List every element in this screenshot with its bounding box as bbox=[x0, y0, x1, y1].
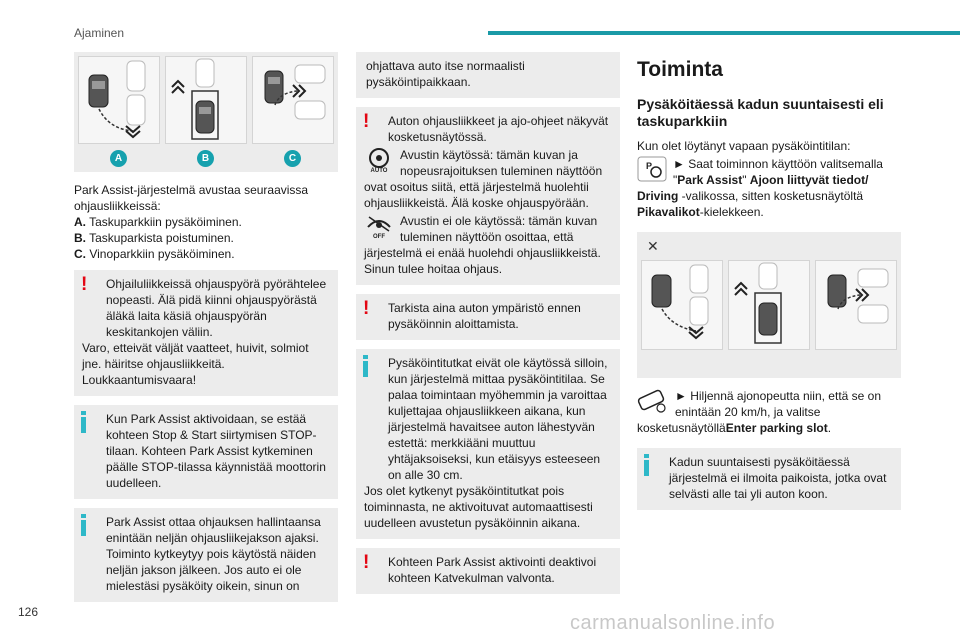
step-bold: Ajoon liittyvät tiedot/ Driving bbox=[637, 173, 869, 203]
steering-wheel-auto-icon bbox=[364, 147, 394, 173]
warning-box bbox=[356, 294, 620, 340]
figure-label-c: C bbox=[284, 150, 301, 167]
list-letter: C. bbox=[74, 247, 86, 261]
angle-parking-illustration bbox=[253, 57, 333, 143]
screen-panel-b bbox=[728, 260, 810, 350]
intro-text: Park Assist-järjestelmä avustaa seuraavissa ohjausliikkeissä: bbox=[74, 183, 309, 213]
info-box-continued bbox=[356, 52, 620, 98]
park-assist-icon bbox=[637, 156, 667, 182]
step-1 bbox=[637, 156, 901, 220]
list-text: Vinoparkkiin pysäköiminen. bbox=[89, 247, 235, 261]
angle-parking-illustration bbox=[816, 261, 896, 349]
section-title: Toiminta bbox=[637, 58, 723, 81]
exclamation-icon: ! bbox=[363, 298, 370, 319]
screen-panel-a bbox=[641, 260, 723, 350]
running-header: Ajaminen bbox=[74, 26, 125, 40]
figure-label-a: A bbox=[110, 150, 127, 167]
step-text: " bbox=[742, 173, 750, 187]
warning-box bbox=[356, 107, 620, 285]
step-text: . bbox=[827, 421, 832, 435]
auto-description: Avustin käytössä: tämän kuvan ja nopeusrajoituksen tuleminen näyttöön ovat osoitus siitä, että järjestelmä huolehtii ohjausliikkeistä. Älä koske ohjauspyörään. bbox=[364, 148, 603, 210]
svg-text:P: P bbox=[646, 161, 653, 171]
column-2 bbox=[356, 52, 620, 603]
list-letter: A. bbox=[74, 215, 86, 229]
figure-panel-a bbox=[78, 56, 160, 144]
step-bold: Park Assist bbox=[677, 173, 743, 187]
info-icon bbox=[363, 355, 369, 377]
warning-text: Ohjailuliikkeissä ohjauspyörä pyörähtelee nopeasti. Älä pidä kiinni ohjauspyörästä äläkä laita käsiä ohjauspyörän keskitankojen väliin. bbox=[106, 277, 327, 339]
park-assist-figure bbox=[74, 52, 338, 172]
warning-text: Tarkista aina auton ympäristö ennen pysäköinnin aloittamista. bbox=[388, 301, 581, 331]
touchscreen-figure bbox=[637, 232, 901, 378]
header-accent-bar bbox=[488, 31, 960, 35]
section-subtitle: Pysäköitäessä kadun suuntaisesti eli taskuparkkiin bbox=[637, 96, 884, 129]
step-bold: Enter parking slot bbox=[725, 421, 828, 435]
screen-panel-c bbox=[815, 260, 897, 350]
off-icon-label: OFF bbox=[373, 234, 385, 239]
warning-box bbox=[74, 270, 338, 396]
list-item-a bbox=[74, 214, 338, 230]
step-text: ► Saat toiminnon käyttöön valitsemalla " bbox=[673, 157, 883, 187]
watermark: carmanualsonline.info bbox=[570, 612, 776, 634]
steering-off-icon bbox=[364, 213, 394, 239]
warning-text: Kohteen Park Assist aktivointi deaktivoi kohteen Katvekulman valvonta. bbox=[388, 555, 597, 585]
exclamation-icon: ! bbox=[363, 111, 370, 132]
step-text: ► Hiljennä ajonopeutta niin, että se on enintään 20 km/h, ja valitse kosketusnäytöllä bbox=[637, 389, 882, 435]
exclamation-icon: ! bbox=[363, 552, 370, 573]
info-icon bbox=[81, 514, 87, 536]
list-text: Taskuparkista poistuminen. bbox=[89, 231, 234, 245]
info-icon bbox=[644, 454, 650, 476]
info-text: Kun Park Assist aktivoidaan, se estää kohteen Stop & Start siirtymisen STOP-tilaan. Kohteen Park Assist kytkeminen päälle STOP-tilassa käynnistää moottorin uudelleen. bbox=[106, 412, 326, 490]
parallel-parking-illustration bbox=[79, 57, 159, 143]
info-text: Park Assist ottaa ohjauksen hallintaansa enintään neljän ohjausliikejakson ajaksi. Toiminto kytkeytyy pois käytöstä näiden neljän jakson jälkeen. Jos auto ei ole mielestäsi pysäköity oikein, sinun on bbox=[106, 515, 321, 593]
column-3 bbox=[637, 52, 901, 519]
info-text: ohjattava auto itse normaalisti pysäköintipaikkaan. bbox=[366, 59, 525, 89]
warning-box bbox=[356, 548, 620, 594]
warning-text: Auton ohjausliikkeet ja ajo-ohjeet näkyvät kosketusnäytössä. bbox=[388, 114, 609, 144]
step-2 bbox=[637, 388, 901, 436]
step-text: -valikossa, sitten kosketusnäytöltä bbox=[678, 189, 864, 203]
parallel-parking-illustration bbox=[642, 261, 722, 349]
figure-label-b: B bbox=[197, 150, 214, 167]
speed-reduce-icon bbox=[637, 388, 669, 414]
step-bold: Pikavalikot bbox=[637, 205, 700, 219]
list-item-b bbox=[74, 230, 338, 246]
info-text: Pysäköintitutkat eivät ole käytössä silloin, kun järjestelmä mittaa pysäköintitilaa. Se palaa toimintaan myöhemmin ja varoittaa kuljettajaa ohjausliikkeen aikana, kun järjestelmä havaitsee auton lähestyvän estettä: merkkiääni muuttuu yhtäjaksoiseksi, kun etäisyys esteeseen on alle 30 cm. bbox=[388, 356, 608, 482]
list-item-c bbox=[74, 246, 338, 262]
intro-text: Kun olet löytänyt vapaan pysäköintitilan: bbox=[637, 139, 851, 153]
page-number: 126 bbox=[18, 605, 39, 619]
off-description: Avustin ei ole käytössä: tämän kuvan tuleminen näyttöön osoittaa, että järjestelmä ei enää huolehdi ohjausliikkeistä. Sinun tulee hoitaa ohjaus. bbox=[364, 214, 601, 276]
info-box bbox=[74, 508, 338, 602]
exit-parking-illustration bbox=[166, 57, 246, 143]
auto-icon-label: AUTO bbox=[370, 168, 388, 173]
info-icon bbox=[81, 411, 87, 433]
info-text: Kadun suuntaisesti pysäköitäessä järjestelmä ei ilmoita paikoista, jotka ovat selvästi alle tai yli auton koon. bbox=[669, 455, 887, 501]
exclamation-icon: ! bbox=[81, 274, 88, 295]
column-1 bbox=[74, 52, 338, 611]
info-text: Jos olet kytkenyt pysäköintitutkat pois toiminnasta, ne aktivoituvat automaattisesti uudelleen avustetun pysäköinnin aikana. bbox=[364, 484, 593, 530]
exit-parking-illustration bbox=[729, 261, 809, 349]
close-icon: ✕ bbox=[647, 238, 659, 254]
list-letter: B. bbox=[74, 231, 86, 245]
info-box bbox=[356, 349, 620, 539]
figure-panel-b bbox=[165, 56, 247, 144]
step-text: -kielekkeen. bbox=[699, 205, 764, 219]
info-box bbox=[74, 405, 338, 499]
list-text: Taskuparkkiin pysäköiminen. bbox=[89, 215, 242, 229]
figure-panel-c bbox=[252, 56, 334, 144]
warning-text: Varo, etteivät väljät vaatteet, huivit, solmiot jne. häiritse ohjausliikkeitä. Loukkaantumisvaara! bbox=[82, 341, 309, 387]
info-box bbox=[637, 448, 901, 510]
